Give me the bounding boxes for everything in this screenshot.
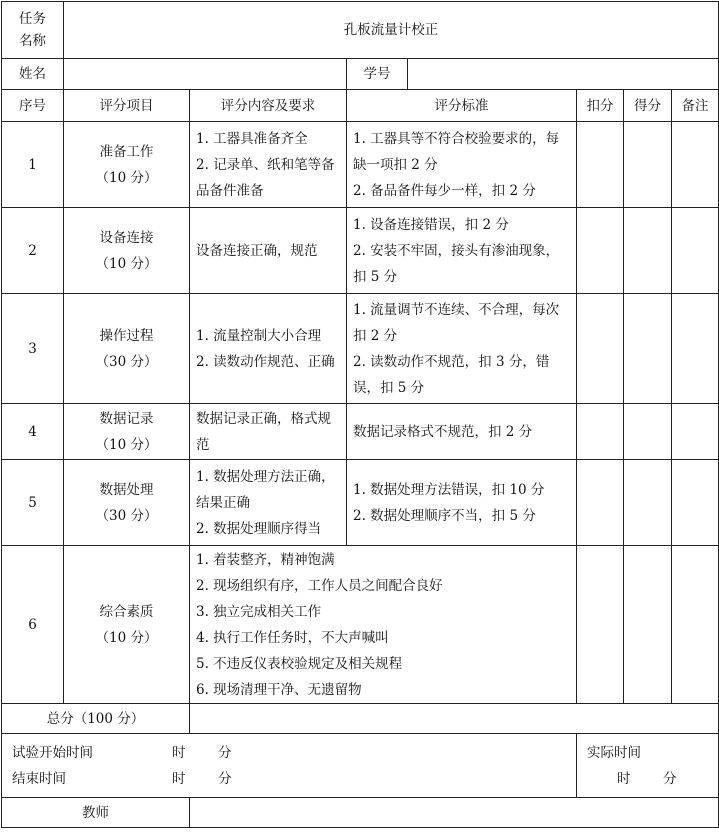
deduct-cell[interactable] — [577, 294, 624, 404]
table-row — [2, 208, 719, 294]
table-row — [2, 460, 719, 546]
row-content — [190, 208, 347, 294]
end-hour-unit: 时 — [172, 770, 186, 787]
remark-cell[interactable] — [672, 404, 719, 460]
deduct-cell[interactable] — [577, 404, 624, 460]
row-content — [190, 404, 347, 460]
row-item: 准备工作 （10 分） — [64, 122, 190, 208]
table-row — [2, 122, 719, 208]
standard-line: 2. 数据处理顺序不当，扣 5 分 — [353, 507, 536, 524]
content-line: 6. 现场清理干净、无遗留物 — [196, 681, 362, 698]
end-minute-unit: 分 — [218, 770, 232, 787]
row-standard — [347, 122, 577, 208]
start-minute-unit: 分 — [218, 744, 232, 761]
row-standard — [347, 460, 577, 546]
standard-line: 1. 设备连接错误，扣 2 分 — [353, 216, 509, 233]
total-row — [2, 704, 719, 734]
row-standard — [347, 294, 577, 404]
content-line: 2. 数据处理顺序得当 — [196, 520, 322, 537]
standard-line: 数据记录格式不规范，扣 2 分 — [353, 423, 533, 440]
remark-cell[interactable] — [672, 294, 719, 404]
standard-line: 1. 数据处理方法错误，扣 10 分 — [353, 481, 545, 498]
name-label: 姓名 — [2, 59, 64, 90]
content-line: 1. 数据处理方法正确，结果正确 — [196, 468, 335, 511]
start-time-label: 试验开始时间 — [12, 744, 93, 761]
student-id-cell — [347, 59, 719, 90]
task-name-row — [2, 2, 719, 59]
row-standard — [347, 208, 577, 294]
row-content — [190, 294, 347, 404]
remark-cell[interactable] — [672, 460, 719, 546]
content-line: 1. 工器具准备齐全 — [196, 130, 308, 147]
col-header-score: 得分 — [624, 90, 672, 122]
column-header-row — [2, 90, 719, 122]
total-label: 总分（100 分） — [2, 704, 190, 734]
time-row — [2, 734, 719, 798]
remark-cell[interactable] — [672, 122, 719, 208]
row-no: 5 — [2, 460, 64, 546]
teacher-row — [2, 798, 719, 828]
row-item: 设备连接 （10 分） — [64, 208, 190, 294]
col-header-remark: 备注 — [672, 90, 719, 122]
deduct-cell[interactable] — [577, 460, 624, 546]
content-line: 1. 着装整齐，精神饱满 — [196, 551, 335, 568]
content-line: 2. 读数动作规范、正确 — [196, 353, 335, 370]
content-line: 2. 记录单、纸和笔等备品备件准备 — [196, 156, 335, 199]
row-no: 6 — [2, 546, 64, 704]
row-no: 1 — [2, 122, 64, 208]
standard-line: 1. 流量调节不连续、不合理，每次扣 2 分 — [353, 301, 560, 344]
score-cell[interactable] — [624, 546, 672, 704]
row-content — [190, 546, 577, 704]
standard-line: 2. 安装不牢固，接头有渗油现象，扣 5 分 — [353, 242, 560, 285]
score-cell[interactable] — [624, 294, 672, 404]
content-line: 2. 现场组织有序，工作人员之间配合良好 — [196, 577, 443, 594]
content-line: 3. 独立完成相关工作 — [196, 603, 322, 620]
start-hour-unit: 时 — [172, 744, 186, 761]
content-line: 5. 不违反仪表校验规定及相关规程 — [196, 655, 403, 672]
table-row — [2, 294, 719, 404]
col-header-item: 评分项目 — [64, 90, 190, 122]
task-label: 任务 名称 — [2, 2, 64, 59]
content-line: 数据记录正确，格式规范 — [196, 410, 331, 453]
col-header-content: 评分内容及要求 — [190, 90, 347, 122]
start-end-time — [2, 734, 577, 798]
row-content — [190, 460, 347, 546]
name-field[interactable] — [64, 59, 347, 90]
end-time-label: 结束时间 — [12, 770, 66, 787]
student-id-label: 学号 — [347, 59, 408, 89]
teacher-field[interactable] — [190, 798, 719, 828]
score-cell[interactable] — [624, 404, 672, 460]
teacher-label: 教师 — [2, 798, 190, 828]
col-header-deduct: 扣分 — [577, 90, 624, 122]
row-item: 操作过程 （30 分） — [64, 294, 190, 404]
table-row — [2, 404, 719, 460]
task-name: 孔板流量计校正 — [64, 2, 719, 59]
score-cell[interactable] — [624, 122, 672, 208]
standard-line: 2. 读数动作不规范，扣 3 分，错误，扣 5 分 — [353, 353, 550, 396]
content-line: 1. 流量控制大小合理 — [196, 327, 322, 344]
score-cell[interactable] — [624, 208, 672, 294]
content-line: 设备连接正确，规范 — [196, 242, 318, 259]
col-header-no: 序号 — [2, 90, 64, 122]
deduct-cell[interactable] — [577, 122, 624, 208]
student-info-row — [2, 59, 719, 90]
row-item: 数据记录 （10 分） — [64, 404, 190, 460]
actual-time-label: 实际时间 — [587, 744, 641, 761]
total-field[interactable] — [190, 704, 719, 734]
standard-line: 2. 备品备件每少一样，扣 2 分 — [353, 182, 536, 199]
remark-cell[interactable] — [672, 208, 719, 294]
grading-table — [1, 1, 719, 828]
deduct-cell[interactable] — [577, 208, 624, 294]
actual-hour-unit: 时 — [617, 770, 631, 787]
actual-minute-unit: 分 — [663, 770, 677, 787]
remark-cell[interactable] — [672, 546, 719, 704]
standard-line: 1. 工器具等不符合校验要求的，每缺一项扣 2 分 — [353, 130, 560, 173]
row-item: 数据处理 （30 分） — [64, 460, 190, 546]
table-row — [2, 546, 719, 704]
row-no: 3 — [2, 294, 64, 404]
row-no: 2 — [2, 208, 64, 294]
actual-time — [577, 734, 719, 798]
deduct-cell[interactable] — [577, 546, 624, 704]
row-item: 综合素质 （10 分） — [64, 546, 190, 704]
score-cell[interactable] — [624, 460, 672, 546]
content-line: 4. 执行工作任务时，不大声喊叫 — [196, 629, 389, 646]
row-no: 4 — [2, 404, 64, 460]
col-header-standard: 评分标准 — [347, 90, 577, 122]
row-content — [190, 122, 347, 208]
row-standard — [347, 404, 577, 460]
